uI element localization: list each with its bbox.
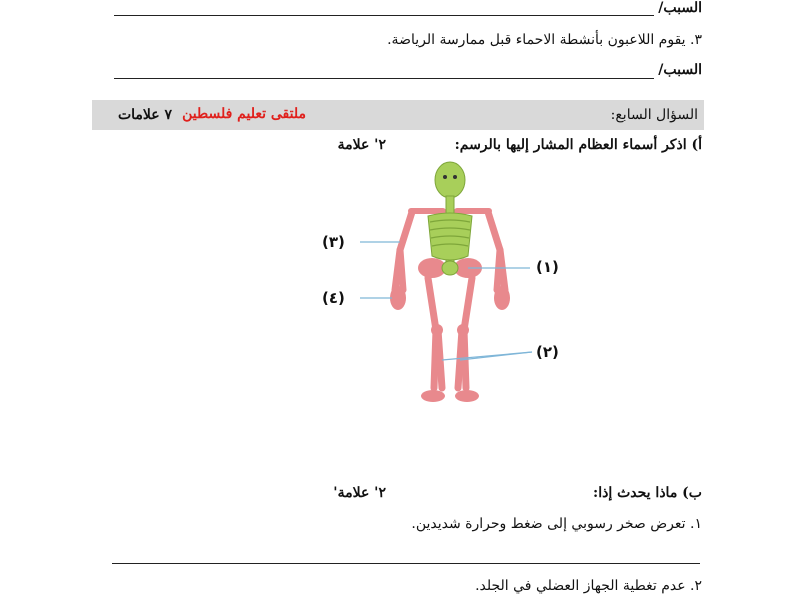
part-b-prompt: ب) ماذا يحدث إذا: — [593, 485, 702, 501]
question-marks: ٧ علامات — [117, 107, 172, 123]
part-b-marks: ٢' علامة' — [333, 485, 386, 501]
reason-label-2: السبب/ — [658, 62, 702, 78]
answer-line-top — [114, 15, 654, 16]
question-title: السؤال السابع: — [610, 107, 698, 123]
part-a-prompt: أ) اذكر أسماء العظام المشار إليها بالرسم: — [454, 137, 702, 153]
part-b-item-2: ٢. عدم تغطية الجهاز العضلي في الجلد. — [475, 578, 702, 594]
skeleton-diagram — [300, 160, 600, 410]
list-item-3: ٣. يقوم اللاعبون بأنشطة الاحماء قبل ممارسة الرياضة. — [387, 32, 702, 48]
reason-label-1: السبب/ — [658, 0, 702, 16]
answer-line-3 — [112, 563, 700, 564]
label-1: (١) — [536, 258, 559, 276]
part-b-item-1: ١. تعرض صخر رسوبي إلى ضغط وحرارة شديدين. — [411, 516, 702, 532]
brand-text: ملتقى تعليم فلسطين — [182, 106, 306, 122]
label-3: (٣) — [322, 233, 345, 251]
answer-line-2 — [114, 78, 654, 79]
part-a-marks: ٢' علامة — [337, 137, 386, 153]
label-2: (٢) — [536, 343, 559, 361]
label-4: (٤) — [322, 289, 345, 307]
